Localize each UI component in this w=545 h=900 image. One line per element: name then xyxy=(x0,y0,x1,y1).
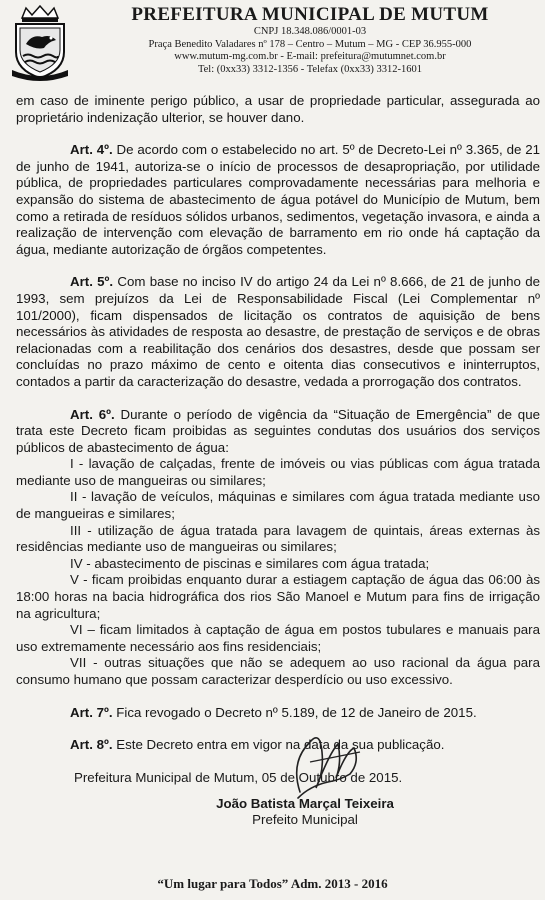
prohibition-item: I - lavação de calçadas, frente de imóveis ou vias públicas com água tratada mediante uso de mangueiras ou similares; xyxy=(16,456,540,488)
decree-body xyxy=(16,93,540,786)
prohibition-item: VI – ficam limitados à captação de água em postos tubulares e manuais para uso extremamente necessário aos fins residenciais; xyxy=(16,622,540,654)
article-4 xyxy=(16,142,540,258)
web-email-line: www.mutum-mg.com.br - E-mail: prefeitura@mutumnet.com.br xyxy=(174,51,446,62)
prohibition-item: V - ficam proibidas enquanto durar a estiagem captação de água das 06:00 às 18:00 horas na bacia hidrográfica dos rios São Manoel e Mutum para fins de irrigação na agricultura; xyxy=(16,572,540,621)
signature-block xyxy=(205,796,405,828)
article-6-text: Durante o período de vigência da “Situação de Emergência” de que trata este Decreto ficam proibidas as seguintes condutas dos usuários dos serviços públicos de abastecimento de água: xyxy=(16,406,540,455)
mayor-name: João Batista Marçal Teixeira xyxy=(216,796,394,811)
article-6 xyxy=(16,407,540,457)
article-5-label: Art. 5º. xyxy=(70,274,114,290)
article-7-label: Art. 7º. xyxy=(70,704,113,720)
prohibition-item: III - utilização de água tratada para lavagem de quintais, áreas externas às residências mediante uso de mangueiras ou similares; xyxy=(16,522,540,555)
prohibition-item: IV - abastecimento de piscinas e similares com água tratada; xyxy=(70,555,430,571)
closing-place-date: Prefeitura Municipal de Mutum, 05 de Outubro de 2015. xyxy=(74,769,403,785)
municipality-title: PREFEITURA MUNICIPAL DE MUTUM xyxy=(131,4,489,25)
article-7-text: Fica revogado o Decreto nº 5.189, de 12 de Janeiro de 2015. xyxy=(112,704,477,720)
article-8 xyxy=(16,737,540,754)
cnpj-line: CNPJ 18.348.086/0001-03 xyxy=(253,26,367,37)
prohibition-item: II - lavação de veículos, máquinas e similares com água tratada mediante uso de mangueiras e similares; xyxy=(16,489,540,522)
article-4-label: Art. 4º. xyxy=(70,142,113,158)
signature-scribble xyxy=(280,722,370,802)
phones-line: Tel: (0xx33) 3312-1356 - Telefax (0xx33) 3312-1601 xyxy=(197,63,423,75)
letterhead-text xyxy=(80,4,540,76)
prohibition-item: VII - outras situações que não se adequem ao uso racional da água para consumo humano que possam caracterizar desperdício ou uso excessivo. xyxy=(16,655,540,687)
footer-motto: “Um lugar para Todos” Adm. 2013 - 2016 xyxy=(157,876,388,891)
article-6-label: Art. 6º. xyxy=(70,406,115,422)
article-5-text: Com base no inciso IV do artigo 24 da Lei nº 8.666, de 21 de junho de 1993, sem prejuízos da Lei de Responsabilidade Fiscal (Lei Complementar nº 101/2000), ficam dispensados de licitação os contratos de aquisição de bens necessários às atividades de resposta ao desastre, de prestação de serviços e de obras relacionadas com a reabilitação dos cenários dos desastres, desde que possam ser concluídas no prazo máximo de cento e oitenta dias consecutivos e ininterruptos, contados a partir da caracterização do desastre, vedada a prorrogação dos contratos. xyxy=(16,274,540,389)
coat-of-arms-icon xyxy=(10,4,70,82)
article-8-label: Art. 8º. xyxy=(70,737,113,753)
article-8-text: Este Decreto entra em vigor na data da sua publicação. xyxy=(112,737,445,753)
paragraph-continuation: em caso de iminente perigo público, a usar de propriedade particular, assegurada ao proprietário indenização ulterior, se houver dano. xyxy=(16,93,540,125)
article-4-text: De acordo com o estabelecido no art. 5º de Decreto-Lei nº 3.365, de 21 de junho de 1941, autoriza-se o início de processos de desapropriação, por utilidade pública, de propriedades particulares comprovadamente necessárias para melhoria e expansão do sistema de abastecimento de água potável do Município de Mutum, bem como a retirada de resíduos sólidos urbanos, sedimentos, vegetação invasora, e ainda a realização de intervenção com elevação de barramento em rio onde há captação da água, mediante autorização de órgãos competentes. xyxy=(16,142,540,257)
article-5 xyxy=(16,274,540,390)
article-7 xyxy=(16,705,540,722)
letterhead xyxy=(0,0,545,92)
address-line: Praça Benedito Valadares nº 178 – Centro – Mutum – MG - CEP 36.955-000 xyxy=(148,38,472,50)
mayor-role: Prefeito Municipal xyxy=(252,812,358,827)
